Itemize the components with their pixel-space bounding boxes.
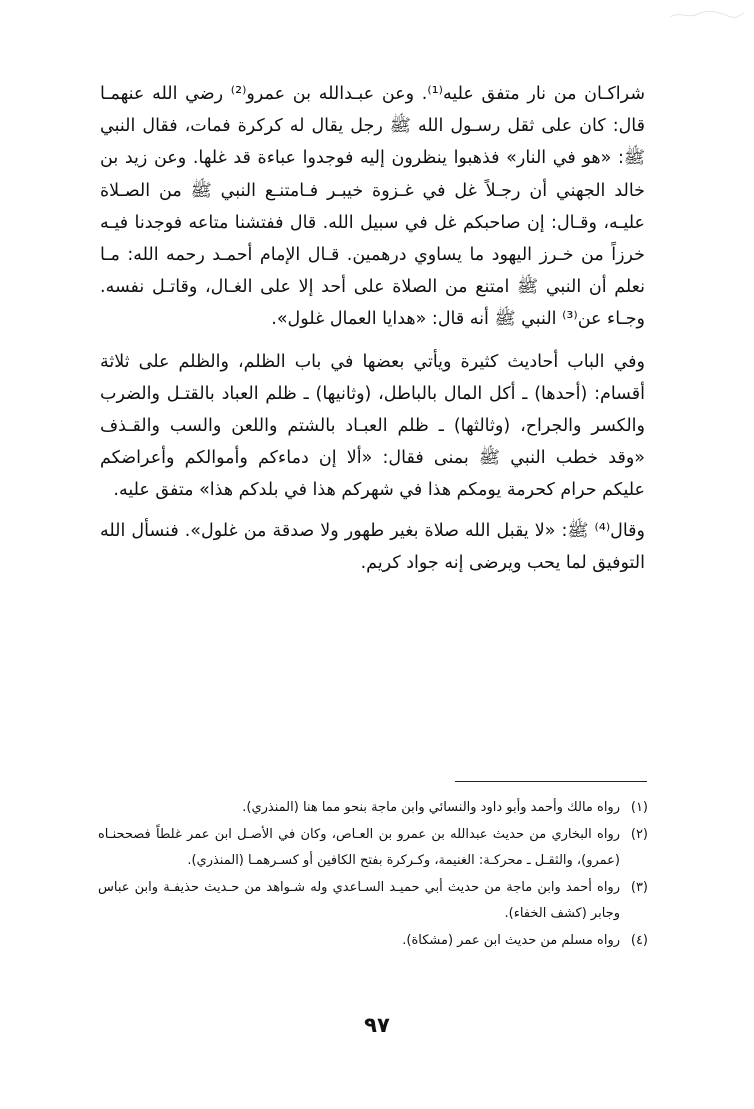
paragraph-2: وفي الباب أحاديث كثيرة ويأتي بعضها في باب الظلم، والظلم على ثلاثة أقسام: (أحدها) ـ أكل المال بالباطل، (وثانيها) ـ ظلم العباد بالقتـل والضرب والكسر والجراح، (وثالثها) ـ ظلم العبـاد بالشتم واللعن والسب والقـذف «وقد خطب النبي ﷺ بمنى فقال: «ألا إن دماءكم وأموالكم وأعراضكم عليكم حرام كحرمة يومكم هذا في شهركم هذا في بلدكم هذا» متفق عليه. (100, 351, 645, 501)
main-text-body (100, 78, 645, 579)
footnote-1 (98, 795, 648, 822)
footnote-3 (98, 875, 648, 928)
footnote-number: (٢) (630, 826, 648, 842)
footnote-text: رواه البخاري من حديث عبدالله بن عمرو بن العـاص، وكان في الأصـل ابن عمر غلطاً فصححنـاه (عمرو)، والثقـل ـ محركـة: الغنيمة، وكـركرة بفتح الكافين أو كسـرهمـا (المنذري). (98, 826, 620, 868)
footnote-text: رواه أحمد وابن ماجة من حديث أبي حميـد السـاعدي وله شـواهد من حـديث حذيفـة وابن عباس وجابر (كشف الخفاء). (98, 879, 620, 921)
paragraph-3: وقال⁽⁴⁾ ﷺ: «لا يقبل الله صلاة بغير طهور ولا صدقة من غلول». فنسأل الله التوفيق لما يحب ويرضى إنه جواد كريم. (100, 520, 645, 573)
footnote-number: (٤) (630, 932, 648, 948)
paragraph-1: شراكـان من نار متفق عليه⁽¹⁾. وعن عبـدالله بن عمرو⁽²⁾ رضي الله عنهمـا قال: كان على ثقل رسـول الله ﷺ رجل يقال له كركرة فمات، فقال النبي ﷺ: «هو في النار» فذهبوا ينظرون إليه فوجدوا عباءة قد غلها. وعن زيد بن خالد الجهني أن رجـلاً غل في غـزوة خيبـر فـامتنـع النبي ﷺ من الصـلاة عليـه، وقـال: إن صاحبكم غل في سبيل الله. قال ففتشنا متاعه فوجدنا فيـه خرزاً من خـرز اليهود ما يساوي درهمين. قـال الإمام أحمـد رحمه الله: مـا نعلم أن النبي ﷺ امتنع من الصلاة على أحد إلا على الغـال، وقاتـل نفسه. وجـاء عن⁽³⁾ النبي ﷺ أنه قال: «هدايا العمال غلول». (100, 84, 645, 330)
footnote-4 (98, 928, 648, 955)
footnotes (98, 795, 648, 954)
scan-corner-mark (668, 8, 746, 22)
footnote-2 (98, 822, 648, 875)
footnote-text: رواه مسلم من حديث ابن عمر (مشكاة). (402, 932, 620, 948)
page-number: ٩٧ (364, 1013, 390, 1037)
footnote-number: (١) (630, 800, 648, 815)
footnote-number: (٣) (630, 879, 648, 895)
footnote-text: رواه مالك وأحمد وأبو داود والنسائي وابن ماجة بنحو مما هنا (المنذري). (242, 800, 620, 815)
footnote-separator (455, 781, 647, 782)
